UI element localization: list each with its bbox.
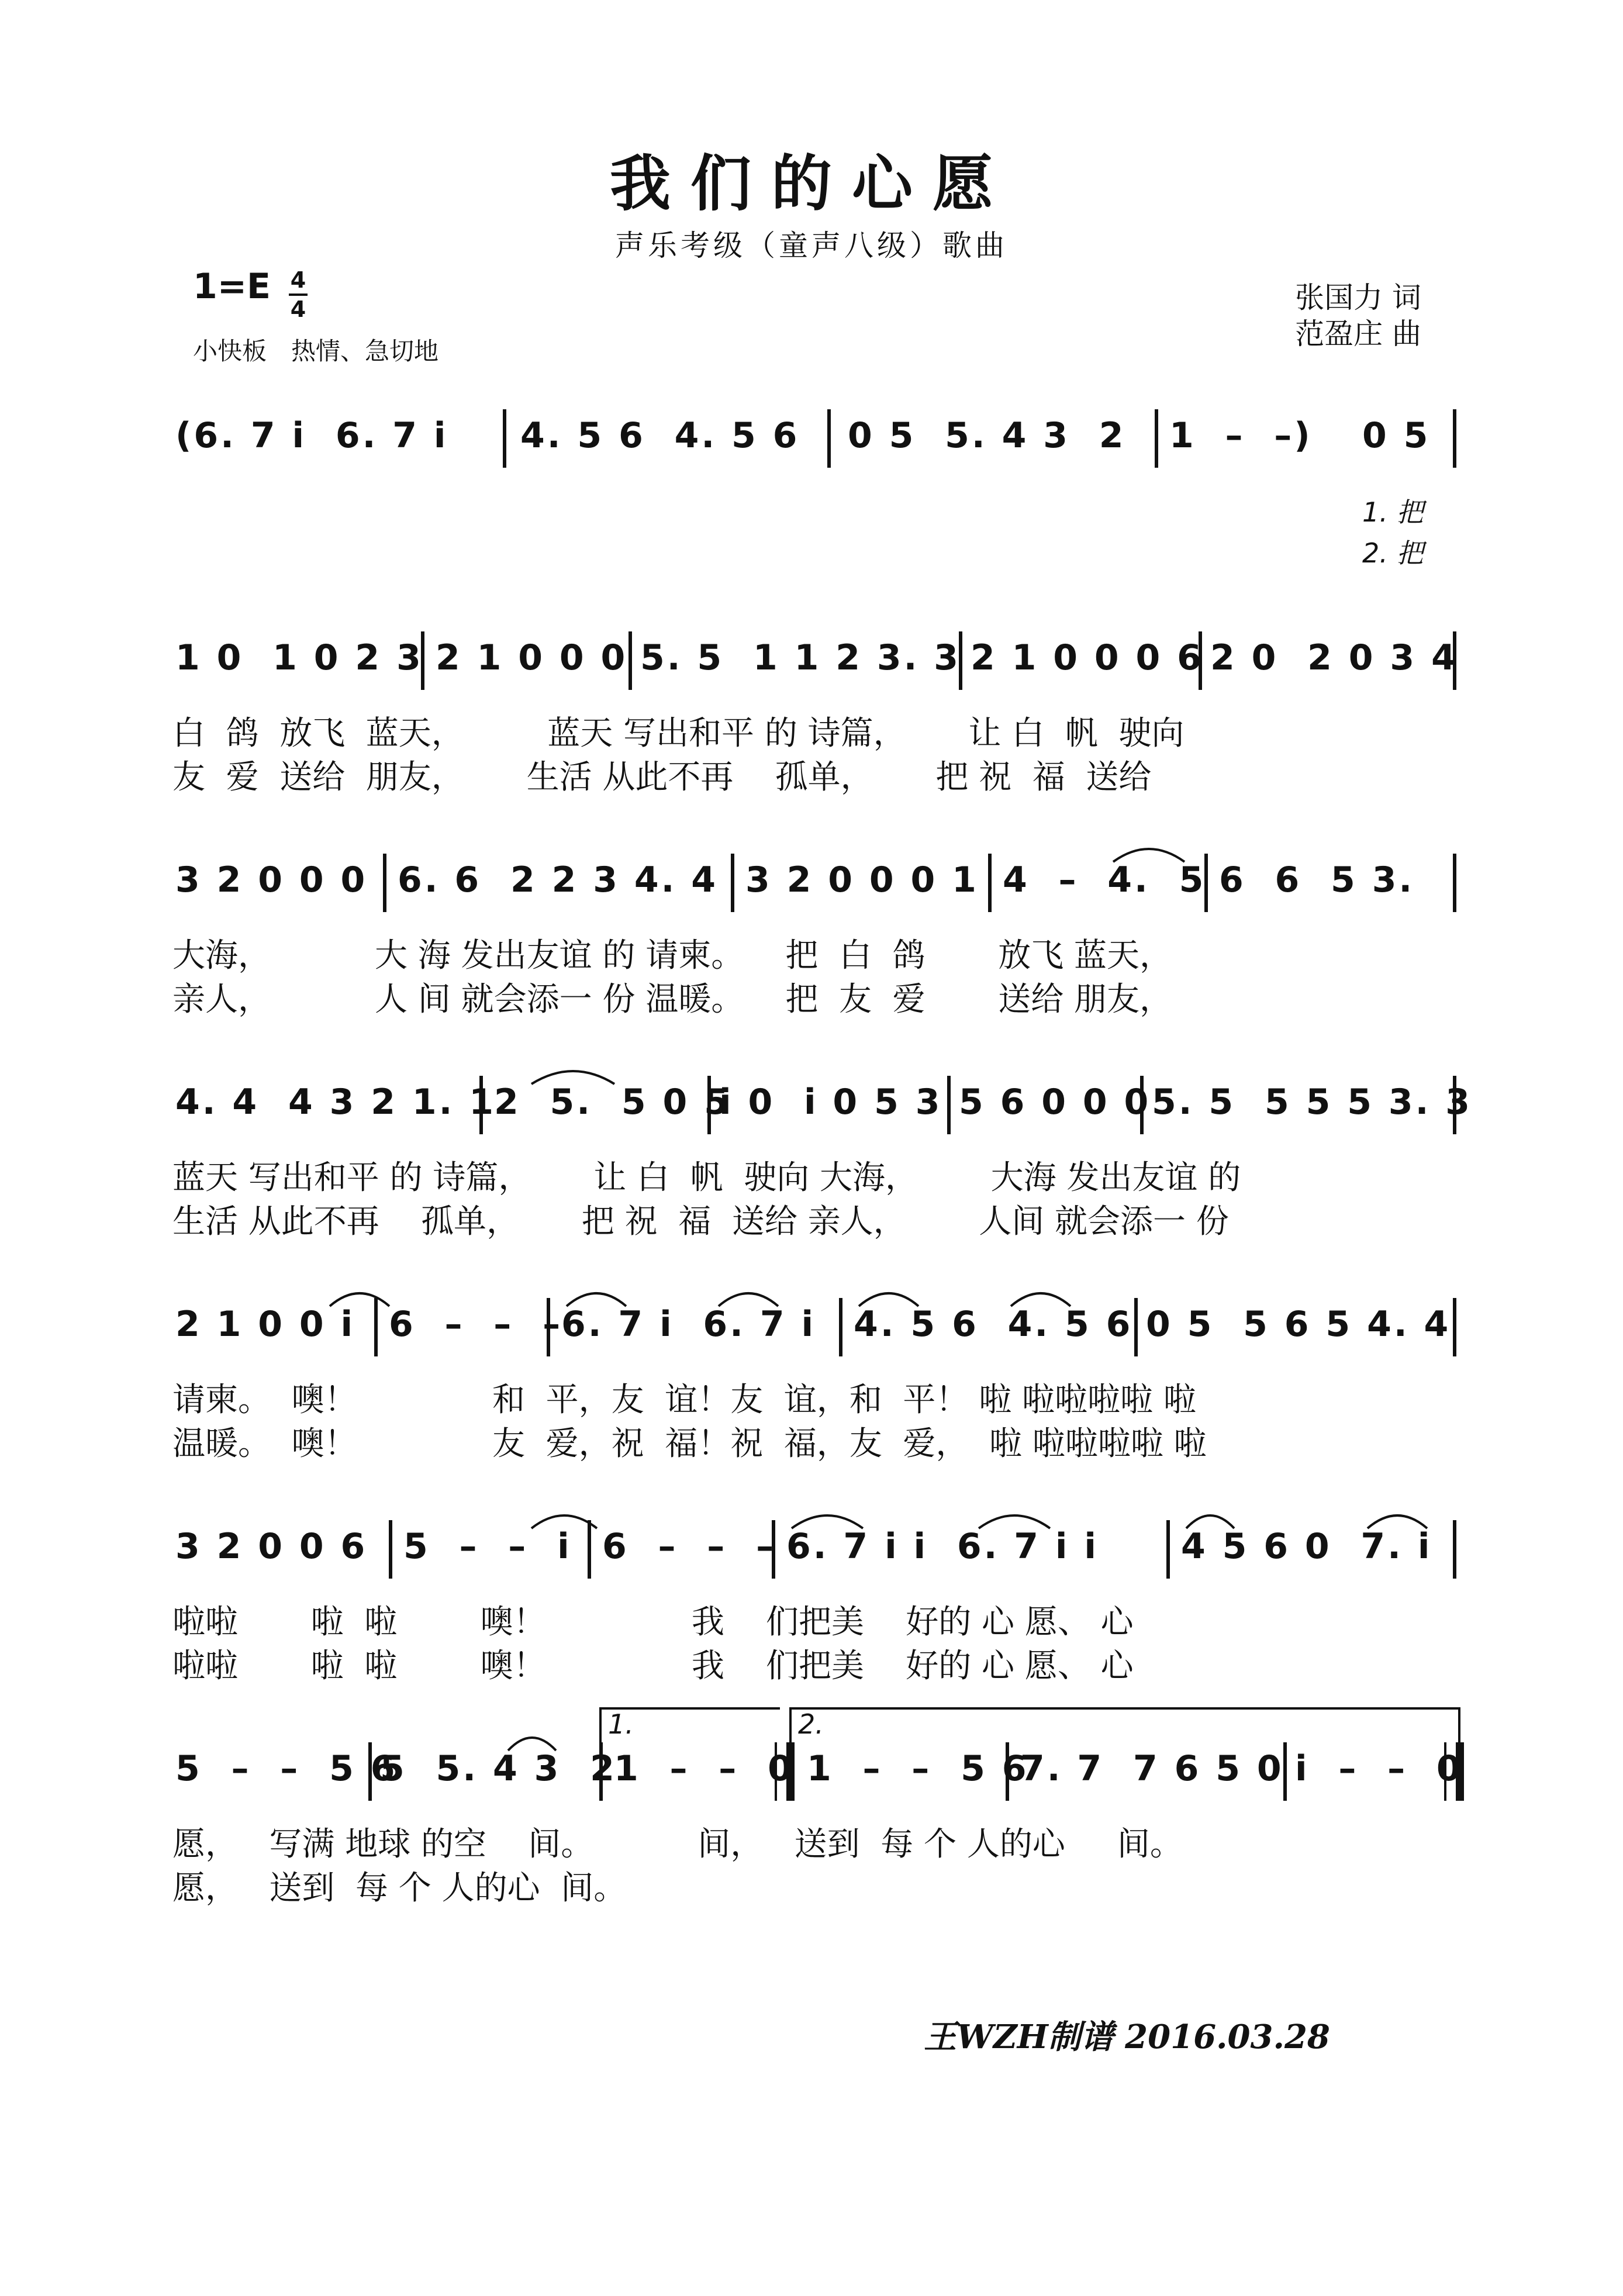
tie-slur (327, 1285, 392, 1308)
lyrics-verse-2: 愿， 送到 每 个 人的心 间。 (172, 1869, 627, 1907)
bar-line (547, 1298, 550, 1356)
bar-line (599, 1742, 603, 1801)
first-ending-label: 1. (608, 1708, 634, 1740)
bar-line (707, 1076, 711, 1134)
measure-14: 6 6 5 3. (1219, 859, 1415, 900)
bar-line (827, 409, 831, 468)
bar-line (479, 1076, 483, 1134)
measure-22: 6. 7 i 6. 7 i (561, 1304, 816, 1345)
measure-31: 5 5. 4 3 2 (380, 1748, 617, 1789)
slur (564, 1285, 629, 1308)
lyrics-verse-1: 大海， 大 海 发出友谊 的 请柬。 把 白 鸽 放飞 蓝天， (172, 937, 1173, 975)
bar-line (389, 1520, 392, 1579)
measure-21: 6 – – – (389, 1304, 563, 1345)
time-signature-bottom: 4 (290, 296, 306, 322)
slur (1365, 1507, 1429, 1531)
measure-10: 3 2 0 0 0 (175, 859, 368, 900)
bar-line (1453, 409, 1456, 468)
composer-credit: 范盈庄 曲 (1295, 317, 1421, 351)
verse-2-pickup: 2. 把 (1362, 537, 1424, 569)
lyrics-verse-2: 亲人， 人 间 就会添一 份 温暖。 把 友 爱 送给 朋友， (172, 980, 1173, 1018)
measure-7: 5. 5 1 1 2 3. 3 (640, 637, 961, 678)
lyrics-verse-2: 友 爱 送给 朋友， 生活 从此不再 孤单， 把 祝 福 送给 (172, 758, 1152, 796)
measure-17: i 0 i 0 5 3 (719, 1082, 942, 1123)
bar-line (1199, 631, 1202, 690)
measure-32: 1 – – 0 (614, 1748, 795, 1789)
bar-line (368, 1742, 372, 1801)
slur (1184, 1507, 1237, 1531)
time-signature-top: 4 (290, 267, 306, 293)
second-ending-bracket (789, 1707, 1460, 1745)
lyrics-verse-2: 温暖。 噢！ 友 爱，祝 福！祝 福，友 爱， 啦 啦啦啦啦 啦 (172, 1425, 1207, 1463)
final-barline (1444, 1742, 1464, 1801)
lyricist-credit: 张国力 词 (1295, 281, 1421, 315)
bar-line (503, 409, 506, 468)
measure-15: 4. 4 4 3 2 1. 1 (175, 1082, 496, 1123)
measure-5: 1 0 1 0 2 3 (175, 637, 423, 678)
bar-line (1453, 854, 1456, 912)
bar-line (1453, 1298, 1456, 1356)
transcriber-credit: 王WZH制谱 2016.03.28 (924, 2018, 1330, 2056)
bar-line (1166, 1520, 1170, 1579)
measure-11: 6. 6 2 2 3 4. 4 (398, 859, 719, 900)
slur (716, 1285, 781, 1308)
measure-20: 2 1 0 0 i (175, 1304, 355, 1345)
bar-line (629, 631, 632, 690)
measure-34: 7. 7 7 6 5 0 (1020, 1748, 1284, 1789)
pickup-measure: 0 5 (1362, 415, 1431, 456)
bar-line (947, 1076, 951, 1134)
second-ending-label: 2. (798, 1708, 824, 1740)
slur (506, 1729, 558, 1753)
verse-1-pickup: 1. 把 (1362, 496, 1424, 528)
lyrics-verse-2: 生活 从此不再 孤单， 把 祝 福 送给 亲人， 人间 就会添一 份 (172, 1203, 1229, 1241)
measure-3: 0 5 5. 4 3 2 (848, 415, 1126, 456)
measure-23: 4. 5 6 4. 5 6 (854, 1304, 1133, 1345)
measure-9: 2 0 2 0 3 4 (1210, 637, 1458, 678)
slur (1009, 1285, 1073, 1308)
measure-4: 1 – –) (1169, 415, 1313, 456)
measure-13: 4 – 4. 5 (1003, 859, 1206, 900)
measure-8: 2 1 0 0 0 6 (971, 637, 1204, 678)
lyrics-verse-1: 请柬。 噢！ 和 平，友 谊！友 谊，和 平！ 啦 啦啦啦啦 啦 (172, 1381, 1196, 1419)
bar-line (1134, 1298, 1138, 1356)
slur (976, 1507, 1052, 1531)
tempo-marking: 小快板 热情、急切地 (193, 337, 439, 365)
measure-26: 5 – – i (403, 1526, 572, 1567)
page-subtitle: 声乐考级（童声八级）歌曲 (615, 229, 1008, 263)
bar-line (1453, 1520, 1456, 1579)
lyrics-verse-1: 啦啦 啦 啦 噢！ 我 们把美 好的 心 愿、 心 (172, 1603, 1134, 1641)
measure-24: 0 5 5 6 5 4. 4 (1146, 1304, 1451, 1345)
measure-16: 2 5. 5 0 5 (494, 1082, 731, 1123)
measure-33: 1 – – 5 6 (807, 1748, 1029, 1789)
measure-27: 6 – – – (602, 1526, 776, 1567)
time-signature-divider (289, 294, 308, 296)
measure-18: 5 6 0 0 0 (959, 1082, 1151, 1123)
bar-line (959, 631, 962, 690)
measure-2: 4. 5 6 4. 5 6 (520, 415, 800, 456)
measure-29: 4 5 6 0 7. i (1181, 1526, 1432, 1567)
measure-35: i – – 0 (1295, 1748, 1463, 1789)
tie-slur (529, 1063, 617, 1086)
lyrics-verse-1: 蓝天 写出和平 的 诗篇， 让 白 帆 驶向 大海， 大海 发出友谊 的 (172, 1159, 1241, 1197)
repeat-end-barline (775, 1742, 795, 1801)
measure-1: (6. 7 i 6. 7 i (175, 415, 448, 456)
measure-19: 5. 5 5 5 5 3. 3 (1152, 1082, 1473, 1123)
bar-line (1453, 631, 1456, 690)
measure-12: 3 2 0 0 0 1 (745, 859, 979, 900)
bar-line (1155, 409, 1158, 468)
bar-line (1204, 854, 1208, 912)
measure-28: 6. 7 i i 6. 7 i i (786, 1526, 1099, 1567)
bar-line (839, 1298, 842, 1356)
bar-line (731, 854, 734, 912)
key-signature: 1=E (193, 266, 271, 307)
slur (789, 1507, 865, 1531)
slur (857, 1285, 921, 1308)
bar-line (1006, 1742, 1009, 1801)
measure-6: 2 1 0 0 0 (436, 637, 628, 678)
page-title: 我们的心愿 (609, 147, 1013, 219)
bar-line (1283, 1742, 1287, 1801)
bar-line (1140, 1076, 1144, 1134)
measure-30: 5 – – 5 6 (175, 1748, 398, 1789)
lyrics-verse-2: 啦啦 啦 啦 噢！ 我 们把美 好的 心 愿、 心 (172, 1647, 1134, 1685)
credits (1295, 279, 1421, 352)
lyrics-verse-1: 愿， 写满 地球 的空 间。 间， 送到 每 个 人的心 间。 (172, 1825, 1183, 1863)
bar-line (988, 854, 992, 912)
measure-25: 3 2 0 0 6 (175, 1526, 368, 1567)
bar-line (772, 1520, 775, 1579)
time-signature (286, 268, 310, 322)
tie-slur (529, 1507, 599, 1531)
bar-line (421, 631, 424, 690)
lyrics-verse-1: 白 鸽 放飞 蓝天， 蓝天 写出和平 的 诗篇， 让 白 帆 驶向 (172, 714, 1185, 752)
bar-line (1453, 1076, 1456, 1134)
tie-slur (1111, 841, 1187, 864)
bar-line (383, 854, 386, 912)
